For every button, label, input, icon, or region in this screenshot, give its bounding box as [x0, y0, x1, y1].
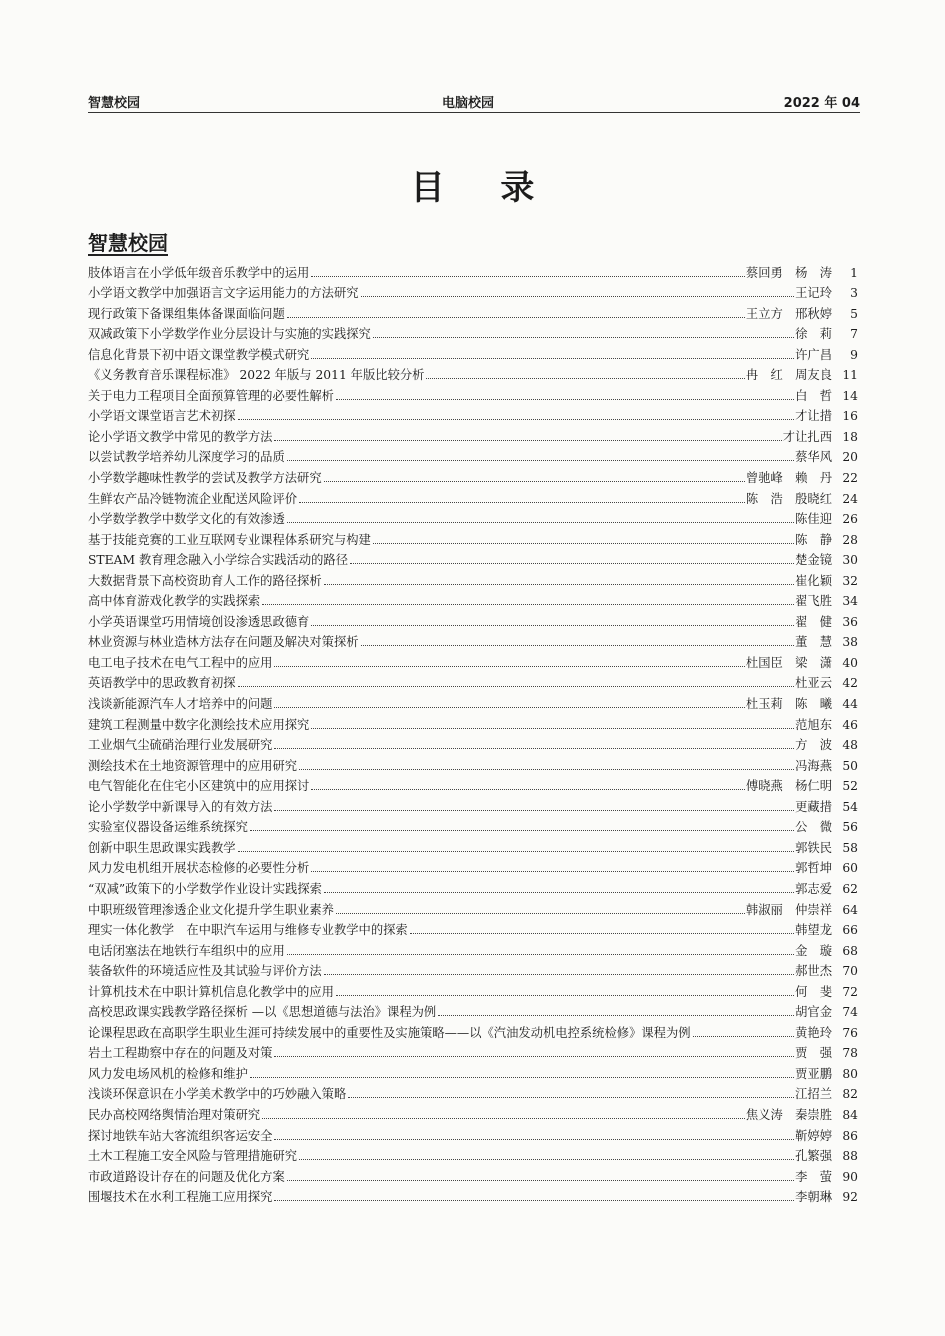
toc-entry-author: 郭哲坤	[795, 861, 832, 876]
toc-entry-author: 靳婷婷	[795, 1128, 832, 1143]
toc-entry-page: 32	[842, 573, 858, 588]
toc-leader-dots	[287, 317, 745, 318]
toc-entry-title: 围堰技术在水利工程施工应用探究	[88, 1190, 273, 1205]
toc-entry-title: 计算机技术在中职计算机信息化教学中的应用	[88, 984, 334, 999]
toc-entry-page: 86	[842, 1128, 858, 1143]
toc-entry-page: 46	[842, 717, 858, 732]
toc-entry-page: 62	[842, 881, 858, 896]
toc-leader-dots	[238, 686, 795, 687]
toc-entry	[88, 527, 858, 548]
toc-leader-dots	[250, 830, 794, 831]
toc-entry-title: 林业资源与林业造林方法存在问题及解决对策探析	[88, 635, 359, 650]
toc-entry-page: 3	[850, 286, 858, 301]
toc-entry-title: “双减”政策下的小学数学作业设计实践探索	[88, 881, 322, 896]
toc-entry-title: 风力发电场风机的检修和维护	[88, 1066, 248, 1081]
toc-entry	[88, 774, 858, 795]
toc-leader-dots	[311, 871, 794, 872]
toc-entry	[88, 733, 858, 754]
toc-entry-page: 36	[842, 614, 858, 629]
toc-leader-dots	[299, 1159, 794, 1160]
toc-entry-author: 李 萤	[795, 1169, 832, 1184]
toc-leader-dots	[426, 378, 744, 379]
toc-entry-author: 徐 莉	[795, 327, 832, 342]
toc-entry-page: 84	[842, 1107, 858, 1122]
toc-entry-author: 杜亚云	[795, 676, 832, 691]
toc-entry-page: 66	[842, 923, 858, 938]
toc-entry	[88, 1000, 858, 1021]
toc-entry-page: 54	[842, 799, 858, 814]
toc-entry-page: 50	[842, 758, 858, 773]
toc-entry	[88, 260, 858, 281]
toc-leader-dots	[274, 1056, 794, 1057]
toc-entry	[88, 897, 858, 918]
toc-entry-title: 小学英语课堂巧用情境创设渗透思政德育	[88, 614, 310, 629]
toc-entry-title: 现行政策下备课组集体备课面临问题	[88, 306, 285, 321]
toc-entry-author: 何 斐	[795, 984, 832, 999]
toc-entry-page: 68	[842, 943, 858, 958]
toc-entry	[88, 691, 858, 712]
toc-entry-page: 7	[850, 327, 858, 342]
toc-leader-dots	[299, 769, 794, 770]
toc-leader-dots	[311, 276, 745, 277]
toc-entry-author: 方 波	[795, 738, 832, 753]
toc-leader-dots	[373, 543, 794, 544]
toc-entry	[88, 876, 858, 897]
toc-entry-page: 78	[842, 1046, 858, 1061]
toc-entry	[88, 1102, 858, 1123]
toc-entry	[88, 363, 858, 384]
toc-entry-author: 孔繁强	[795, 1149, 832, 1164]
toc-entry-page: 14	[842, 388, 858, 403]
toc-leader-dots	[311, 728, 794, 729]
toc-leader-dots	[287, 1180, 794, 1181]
toc-entry-author: 陈 浩 殷晓红	[745, 491, 832, 506]
toc-entry-page: 52	[842, 779, 858, 794]
toc-entry	[88, 445, 858, 466]
toc-leader-dots	[238, 419, 795, 420]
toc-entry-page: 16	[842, 409, 858, 424]
toc-entry	[88, 465, 858, 486]
toc-entry-author: 冯海燕	[795, 758, 832, 773]
running-header	[88, 90, 860, 113]
toc-entry-author: 傅晓燕 杨仁明	[745, 779, 832, 794]
toc-entry-title: 关于电力工程项目全面预算管理的必要性解析	[88, 388, 334, 403]
toc-entry	[88, 753, 858, 774]
toc-entry	[88, 1020, 858, 1041]
toc-leader-dots	[299, 502, 745, 503]
toc-entry-title: 探讨地铁车站大客流组织客运安全	[88, 1128, 273, 1143]
toc-entry-author: 李朝琳	[795, 1190, 832, 1205]
toc-leader-dots	[336, 995, 794, 996]
toc-entry-author: 胡官金	[795, 1005, 832, 1020]
toc-entry-title: 小学数学教学中数学文化的有效渗透	[88, 512, 285, 527]
toc-entry-page: 90	[842, 1169, 858, 1184]
toc-leader-dots	[274, 666, 744, 667]
toc-entry	[88, 404, 858, 425]
toc-entry-title: 浅谈环保意识在小学美术教学中的巧妙融入策略	[88, 1087, 347, 1102]
toc-entry-page: 64	[842, 902, 858, 917]
toc-entry-author: 郭志爱	[795, 881, 832, 896]
toc-entry	[88, 507, 858, 528]
toc-entry-author: 楚金镜	[795, 553, 832, 568]
toc-entry-title: 中职班级管理渗透企业文化提升学生职业素养	[88, 902, 334, 917]
toc-entry-title: 信息化背景下初中语文课堂教学模式研究	[88, 347, 310, 362]
toc-leader-dots	[250, 1077, 794, 1078]
toc-entry-title: 装备软件的环境适应性及其试验与评价方法	[88, 964, 322, 979]
toc-entry-page: 58	[842, 840, 858, 855]
toc-entry-author: 蔡回勇 杨 涛	[745, 265, 832, 280]
toc-entry-author: 郝世杰	[795, 964, 832, 979]
toc-entry-author: 才让措	[795, 409, 832, 424]
toc-leader-dots	[324, 584, 794, 585]
toc-entry-page: 70	[842, 964, 858, 979]
toc-entry-title: 基于技能竞赛的工业互联网专业课程体系研究与构建	[88, 532, 371, 547]
toc-entry-author: 江招兰	[795, 1087, 832, 1102]
toc-entry-title: STEAM 教育理念融入小学综合实践活动的路径	[88, 553, 349, 568]
toc-entry	[88, 589, 858, 610]
toc-entry	[88, 1164, 858, 1185]
toc-entry-title: 风力发电机组开展状态检修的必要性分析	[88, 861, 310, 876]
toc-entry	[88, 671, 858, 692]
toc-entry-title: 民办高校网络舆情治理对策研究	[88, 1107, 261, 1122]
toc-entry-author: 韩淑丽 仲崇祥	[745, 902, 832, 917]
toc-entry	[88, 1061, 858, 1082]
toc-entry	[88, 548, 858, 569]
toc-leader-dots	[324, 481, 745, 482]
toc-entry-author: 金 璇	[795, 943, 832, 958]
toc-entry-author: 黄艳玲	[795, 1025, 832, 1040]
toc-leader-dots	[274, 1139, 794, 1140]
header-left: 智慧校园	[88, 96, 141, 111]
toc-entry-title: 小学语文课堂语言艺术初探	[88, 409, 236, 424]
toc-leader-dots	[693, 1036, 795, 1037]
table-of-contents	[88, 260, 858, 1205]
toc-entry	[88, 856, 858, 877]
toc-entry-author: 王立方 邢秋婷	[745, 306, 832, 321]
toc-entry-author: 冉 红 周友良	[745, 368, 832, 383]
toc-leader-dots	[336, 913, 745, 914]
toc-entry-title: 市政道路设计存在的问题及优化方案	[88, 1169, 285, 1184]
toc-entry-title: 生鲜农产品冷链物流企业配送风险评价	[88, 491, 298, 506]
toc-entry-title: 高中体育游戏化教学的实践探索	[88, 594, 261, 609]
toc-entry-title: 电工电子技术在电气工程中的应用	[88, 655, 273, 670]
toc-entry-author: 范旭东	[795, 717, 832, 732]
toc-leader-dots	[274, 748, 794, 749]
page-title: 目 录	[410, 168, 557, 208]
toc-entry	[88, 794, 858, 815]
toc-entry	[88, 1082, 858, 1103]
section-title: 智慧校园	[88, 231, 168, 255]
toc-entry-page: 11	[842, 368, 858, 383]
toc-leader-dots	[336, 399, 794, 400]
toc-entry-author: 公 微	[795, 820, 832, 835]
toc-entry	[88, 1144, 858, 1165]
toc-entry-title: 以尝试教学培养幼儿深度学习的品质	[88, 450, 285, 465]
toc-leader-dots	[438, 1015, 794, 1016]
toc-entry-title: 测绘技术在土地资源管理中的应用研究	[88, 758, 298, 773]
toc-entry-title: 岩土工程勘察中存在的问题及对策	[88, 1046, 273, 1061]
toc-entry-author: 王记玲	[795, 286, 832, 301]
toc-entry-author: 杜玉莉 陈 曦	[745, 697, 832, 712]
toc-entry	[88, 918, 858, 939]
toc-entry-page: 42	[842, 676, 858, 691]
toc-leader-dots	[262, 604, 794, 605]
header-center: 电脑校园	[442, 96, 495, 111]
toc-entry-page: 38	[842, 635, 858, 650]
toc-entry-page: 18	[842, 429, 858, 444]
toc-entry-title: 论小学语文教学中常见的教学方法	[88, 429, 273, 444]
toc-leader-dots	[410, 933, 794, 934]
toc-entry-title: 英语教学中的思政教育初探	[88, 676, 236, 691]
toc-entry	[88, 650, 858, 671]
toc-entry	[88, 1041, 858, 1062]
toc-entry-title: 论小学数学中新课导入的有效方法	[88, 799, 273, 814]
toc-entry	[88, 712, 858, 733]
toc-entry-page: 34	[842, 594, 858, 609]
toc-entry-page: 1	[850, 265, 858, 280]
header-right: 2022 年 04	[783, 96, 860, 111]
toc-entry-title: 大数据背景下高校资助育人工作的路径探析	[88, 573, 322, 588]
toc-entry-page: 56	[842, 820, 858, 835]
toc-entry-title: 小学语文教学中加强语言文字运用能力的方法研究	[88, 286, 359, 301]
toc-leader-dots	[311, 789, 745, 790]
toc-leader-dots	[361, 645, 795, 646]
toc-entry	[88, 630, 858, 651]
toc-entry	[88, 281, 858, 302]
toc-leader-dots	[311, 625, 794, 626]
toc-entry-author: 才让扎西	[782, 429, 832, 444]
toc-entry-author: 郭铁民	[795, 840, 832, 855]
toc-entry-page: 20	[842, 450, 858, 465]
toc-entry-author: 韩望龙	[795, 923, 832, 938]
toc-entry-title: 小学数学趣味性教学的尝试及教学方法研究	[88, 471, 322, 486]
toc-leader-dots	[348, 1097, 794, 1098]
toc-entry-page: 26	[842, 512, 858, 527]
toc-entry-page: 40	[842, 655, 858, 670]
toc-entry-title: 电气智能化在住宅小区建筑中的应用探讨	[88, 779, 310, 794]
toc-entry-author: 翟飞胜	[795, 594, 832, 609]
toc-leader-dots	[274, 810, 794, 811]
toc-leader-dots	[274, 707, 744, 708]
toc-entry	[88, 383, 858, 404]
toc-entry-title: 电话闭塞法在地铁行车组织中的应用	[88, 943, 285, 958]
toc-entry	[88, 1185, 858, 1206]
toc-entry	[88, 568, 858, 589]
toc-entry-page: 76	[842, 1025, 858, 1040]
toc-entry-title: 工业烟气尘硫硝治理行业发展研究	[88, 738, 273, 753]
toc-entry-title: 创新中职生思政课实践教学	[88, 840, 236, 855]
toc-entry-author: 更藏措	[795, 799, 832, 814]
toc-entry	[88, 959, 858, 980]
toc-entry-author: 贾 强	[795, 1046, 832, 1061]
toc-leader-dots	[238, 851, 795, 852]
toc-entry-author: 翟 健	[795, 614, 832, 629]
toc-entry-page: 74	[842, 1005, 858, 1020]
toc-entry-author: 陈佳迎	[795, 512, 832, 527]
toc-leader-dots	[373, 337, 794, 338]
toc-entry	[88, 835, 858, 856]
toc-entry	[88, 938, 858, 959]
toc-entry	[88, 342, 858, 363]
toc-entry	[88, 424, 858, 445]
toc-entry-author: 杜国臣 梁 潇	[745, 655, 832, 670]
toc-entry-page: 9	[850, 347, 858, 362]
toc-leader-dots	[262, 1118, 745, 1119]
toc-entry-title: 浅谈新能源汽车人才培养中的问题	[88, 697, 273, 712]
toc-entry-title: 论课程思政在高职学生职业生涯可持续发展中的重要性及实施策略——以《汽油发动机电控系统检修》课程为例	[88, 1025, 691, 1040]
toc-entry-title: 双减政策下小学数学作业分层设计与实施的实践探究	[88, 327, 371, 342]
toc-entry-author: 焦义涛 秦崇胜	[745, 1107, 832, 1122]
toc-entry-page: 88	[842, 1149, 858, 1164]
toc-entry-page: 80	[842, 1066, 858, 1081]
toc-entry	[88, 301, 858, 322]
toc-entry	[88, 815, 858, 836]
toc-entry	[88, 486, 858, 507]
toc-entry-title: 建筑工程测量中数字化测绘技术应用探究	[88, 717, 310, 732]
toc-entry-author: 董 慧	[795, 635, 832, 650]
toc-leader-dots	[350, 563, 794, 564]
toc-entry-title: 高校思政课实践教学路径探析 —以《思想道德与法治》课程为例	[88, 1005, 437, 1020]
toc-entry-author: 许广昌	[795, 347, 832, 362]
toc-entry-title: 《义务教育音乐课程标准》 2022 年版与 2011 年版比较分析	[88, 368, 425, 383]
toc-entry-author: 曾驰峰 赖 丹	[745, 471, 832, 486]
toc-entry-page: 60	[842, 861, 858, 876]
toc-entry-author: 白 哲	[795, 388, 832, 403]
toc-entry	[88, 979, 858, 1000]
toc-entry-page: 72	[842, 984, 858, 999]
toc-entry-page: 48	[842, 738, 858, 753]
toc-leader-dots	[311, 358, 794, 359]
toc-entry	[88, 609, 858, 630]
toc-entry	[88, 1123, 858, 1144]
toc-entry-author: 陈 静	[795, 532, 832, 547]
toc-entry-page: 30	[842, 553, 858, 568]
toc-entry-page: 5	[850, 306, 858, 321]
toc-leader-dots	[287, 954, 794, 955]
toc-leader-dots	[287, 522, 794, 523]
toc-entry-author: 贾亚鹏	[795, 1066, 832, 1081]
toc-entry-page: 22	[842, 471, 858, 486]
toc-leader-dots	[274, 440, 781, 441]
toc-entry-page: 28	[842, 532, 858, 547]
toc-leader-dots	[361, 296, 795, 297]
toc-entry-page: 44	[842, 697, 858, 712]
toc-entry-author: 崔化颖	[795, 573, 832, 588]
toc-entry-title: 实验室仪器设备运维系统探究	[88, 820, 248, 835]
toc-leader-dots	[287, 460, 794, 461]
toc-entry	[88, 322, 858, 343]
toc-entry-title: 理实一体化教学 在中职汽车运用与维修专业教学中的探索	[88, 923, 408, 938]
toc-entry-title: 肢体语言在小学低年级音乐教学中的运用	[88, 265, 310, 280]
toc-entry-page: 24	[842, 491, 858, 506]
toc-entry-page: 82	[842, 1087, 858, 1102]
toc-entry-page: 92	[842, 1190, 858, 1205]
toc-entry-title: 土木工程施工安全风险与管理措施研究	[88, 1149, 298, 1164]
toc-leader-dots	[324, 892, 794, 893]
toc-leader-dots	[324, 974, 794, 975]
toc-entry-author: 蔡华风	[795, 450, 832, 465]
toc-leader-dots	[274, 1200, 794, 1201]
